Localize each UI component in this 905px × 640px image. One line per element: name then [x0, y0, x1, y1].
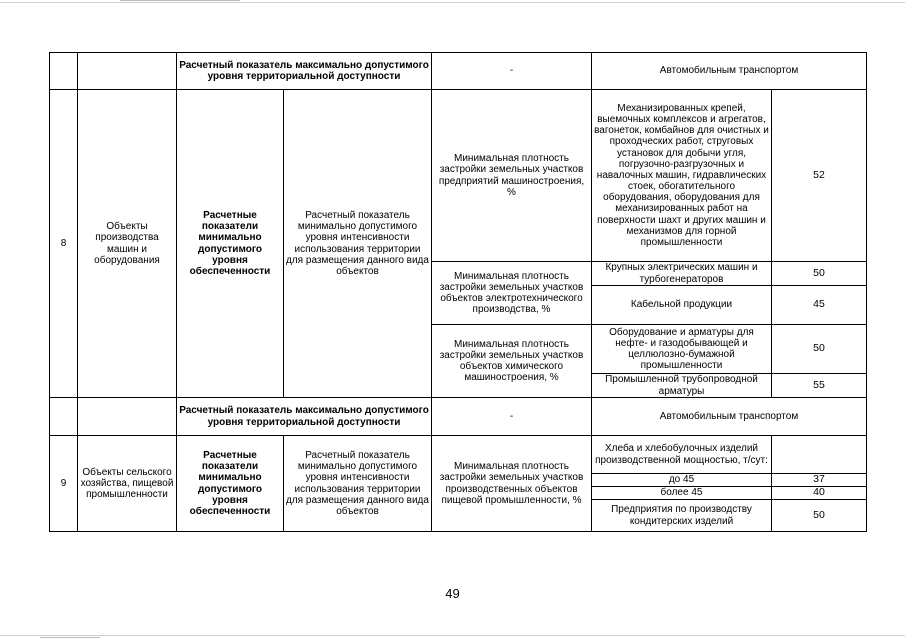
- product-label: Хлеба и хлебобулочных изделий производственной мощностью, т/сут:: [592, 436, 772, 474]
- density-value: [772, 436, 867, 474]
- empty-cell: [78, 53, 177, 90]
- density-indicator: Минимальная плотность застройки земельных участков производственных объектов пищевой промышленности, %: [432, 436, 592, 532]
- table-row: [50, 436, 867, 474]
- indicator-type: Расчетные показатели минимально допустимого уровня обеспеченности: [177, 436, 284, 532]
- empty-cell: [50, 398, 78, 436]
- dash-cell: -: [432, 398, 592, 436]
- product-label: Крупных электрических машин и турбогенераторов: [592, 262, 772, 286]
- accessibility-value: Автомобильным транспортом: [592, 398, 867, 436]
- accessibility-row: [50, 398, 867, 436]
- scan-top-mark: [120, 0, 240, 1]
- indicator-description: Расчетный показатель минимально допустимого уровня интенсивности использования территории для размещения данного вида объектов: [284, 90, 432, 398]
- density-value: 50: [772, 262, 867, 286]
- scan-bottom-mark: [40, 637, 100, 638]
- accessibility-row: [50, 53, 867, 90]
- product-label: Оборудование и арматуры для нефте- и газодобывающей и целлюлозно-бумажной промышленности: [592, 325, 772, 374]
- empty-cell: [78, 398, 177, 436]
- empty-cell: [50, 53, 78, 90]
- accessibility-title: Расчетный показатель максимально допустимого уровня территориальной доступности: [177, 398, 432, 436]
- product-label: Механизированных крепей, выемочных комплексов и агрегатов, вагонеток, комбайнов для очистных и проходческих работ, струговых установок для добычи угля, погрузочно-разгрузочных и навалочных машин, гидравлических стоек, обогатительного оборудования, оборудования для механизированных работ на поверхности шахт и других машин и механизмов для горной промышленности: [592, 90, 772, 262]
- density-value: 55: [772, 374, 867, 398]
- product-label: Промышленной трубопроводной арматуры: [592, 374, 772, 398]
- indicator-description: Расчетный показатель минимально допустимого уровня интенсивности использования территории для размещения данного вида объектов: [284, 436, 432, 532]
- scan-bottom-edge: [0, 635, 905, 636]
- product-label: до 45: [592, 474, 772, 487]
- dash-cell: -: [432, 53, 592, 90]
- page-number: 49: [445, 586, 460, 601]
- density-value: 45: [772, 286, 867, 325]
- object-name: Объекты производства машин и оборудования: [78, 90, 177, 398]
- object-name: Объекты сельского хозяйства, пищевой промышленности: [78, 436, 177, 532]
- product-label: Предприятия по производству кондитерских изделий: [592, 500, 772, 532]
- row-number: 9: [50, 436, 78, 532]
- norms-table: [49, 52, 867, 532]
- product-label: Кабельной продукции: [592, 286, 772, 325]
- density-value: 50: [772, 500, 867, 532]
- accessibility-value: Автомобильным транспортом: [592, 53, 867, 90]
- density-value: 50: [772, 325, 867, 374]
- indicator-type: Расчетные показатели минимально допустимого уровня обеспеченности: [177, 90, 284, 398]
- table-row: [50, 90, 867, 262]
- scan-top-edge: [0, 2, 905, 3]
- density-value: 52: [772, 90, 867, 262]
- density-indicator: Минимальная плотность застройки земельных участков объектов электротехнического производства, %: [432, 262, 592, 325]
- density-value: 37: [772, 474, 867, 487]
- accessibility-title: Расчетный показатель максимально допустимого уровня территориальной доступности: [177, 53, 432, 90]
- product-label: более 45: [592, 487, 772, 500]
- density-indicator: Минимальная плотность застройки земельных участков объектов химического машиностроения, %: [432, 325, 592, 398]
- density-indicator: Минимальная плотность застройки земельных участков предприятий машиностроения, %: [432, 90, 592, 262]
- density-value: 40: [772, 487, 867, 500]
- row-number: 8: [50, 90, 78, 398]
